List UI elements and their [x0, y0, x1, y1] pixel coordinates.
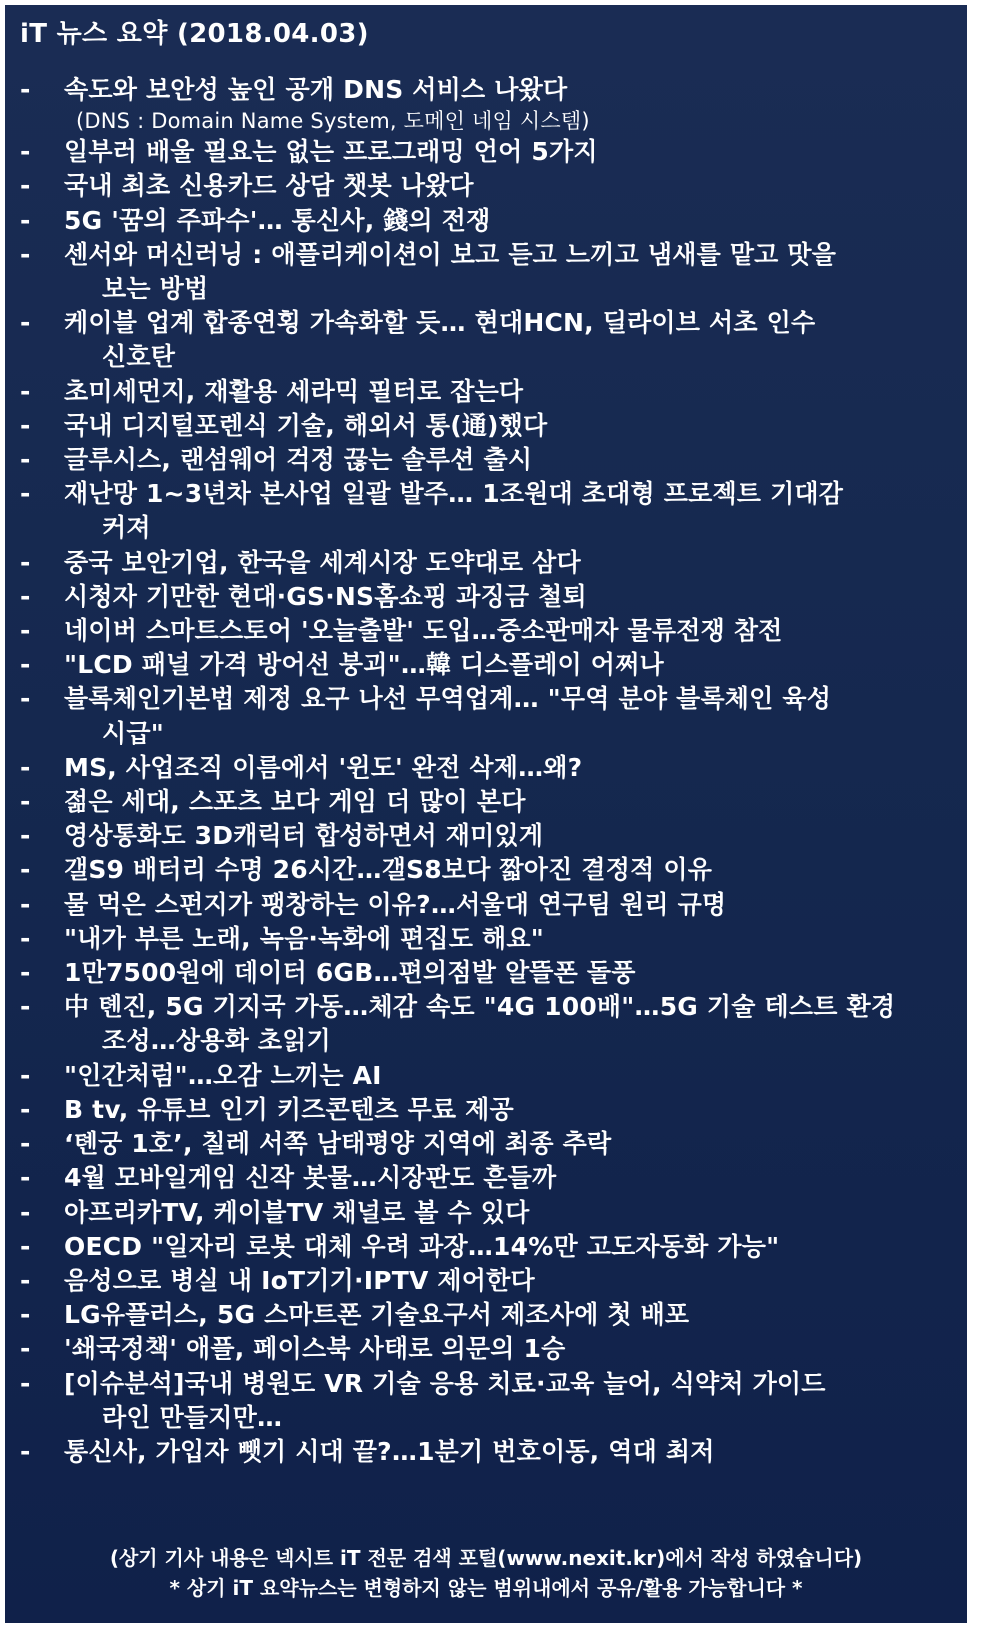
news-headline-continuation: 시급"	[102, 718, 164, 748]
bullet-dash: -	[20, 958, 31, 988]
bullet-dash: -	[20, 376, 31, 406]
news-headline: 갤S9 배터리 수명 26시간…갤S8보다 짧아진 결정적 이유	[64, 855, 713, 885]
news-headline: 4월 모바일게임 신작 봇물…시장판도 흔들까	[64, 1163, 557, 1193]
bullet-dash: -	[20, 821, 31, 851]
news-headline: 재난망 1~3년차 본사업 일괄 발주… 1조원대 초대형 프로젝트 기대감	[64, 479, 844, 509]
bullet-dash: -	[20, 1060, 31, 1090]
news-headline: '쇄국정책' 애플, 페이스북 사태로 의문의 1승	[64, 1334, 566, 1364]
bullet-dash: -	[20, 75, 31, 104]
news-headline: 네이버 스마트스토어 '오늘출발' 도입…중소판매자 물류전쟁 참전	[64, 616, 783, 646]
news-item	[20, 135, 949, 169]
bullet-dash: -	[20, 752, 31, 782]
news-item	[20, 888, 949, 922]
bullet-dash: -	[20, 1265, 31, 1295]
news-item	[20, 682, 949, 750]
news-headline: 5G '꿈의 주파수'… 통신사, 錢의 전쟁	[64, 205, 491, 235]
bullet-dash: -	[20, 616, 31, 646]
news-headline: 블록체인기본법 제정 요구 나선 무역업계… "무역 분야 블록체인 육성	[64, 684, 832, 714]
news-item	[20, 819, 949, 853]
news-headline: 시청자 기만한 현대·GS·NS홈쇼핑 과징금 철퇴	[64, 581, 587, 611]
news-headline: 젊은 세대, 스포츠 보다 게임 더 많이 본다	[64, 787, 526, 817]
news-headline: 중국 보안기업, 한국을 세계시장 도약대로 삼다	[64, 547, 581, 577]
news-item	[20, 1196, 949, 1230]
news-headline-continuation: 보는 방법	[102, 274, 209, 304]
news-headline: 케이블 업계 합종연횡 가속화할 듯… 현대HCN, 딜라이브 서초 인수	[64, 308, 816, 338]
news-headline: 글루시스, 랜섬웨어 걱정 끊는 솔루션 출시	[64, 445, 533, 475]
news-item	[20, 956, 949, 990]
bullet-dash: -	[20, 1436, 31, 1466]
bullet-dash: -	[20, 308, 31, 338]
news-headline: 음성으로 병실 내 IoT기기·IPTV 제어한다	[64, 1265, 535, 1295]
bullet-dash: -	[20, 787, 31, 817]
news-headline: 물 먹은 스펀지가 팽창하는 이유?…서울대 연구팀 원리 규명	[64, 889, 727, 919]
news-item	[20, 1059, 949, 1093]
news-item	[20, 990, 949, 1058]
news-headline-continuation: 라인 만들지만…	[102, 1402, 283, 1432]
bullet-dash: -	[20, 1300, 31, 1330]
news-item	[20, 1264, 949, 1298]
news-headline: "LCD 패널 가격 방어선 붕괴"…韓 디스플레이 어쩌나	[64, 650, 664, 680]
news-item	[20, 443, 949, 477]
news-item	[20, 238, 949, 306]
news-headline-continuation: 신호탄	[102, 342, 176, 372]
bullet-dash: -	[20, 1368, 31, 1398]
news-item	[20, 1435, 949, 1469]
bullet-dash: -	[20, 445, 31, 475]
news-headline: [이슈분석]국내 병원도 VR 기술 응용 치료·교육 늘어, 식약처 가이드	[64, 1368, 826, 1398]
bullet-dash: -	[20, 889, 31, 919]
bullet-dash: -	[20, 1094, 31, 1124]
news-item	[20, 1332, 949, 1366]
news-headline: LG유플러스, 5G 스마트폰 기술요구서 제조사에 첫 배포	[64, 1300, 690, 1330]
bullet-dash: -	[20, 239, 31, 269]
bullet-dash: -	[20, 650, 31, 680]
news-headline: 아프리카TV, 케이블TV 채널로 볼 수 있다	[64, 1197, 530, 1227]
bullet-dash: -	[20, 410, 31, 440]
bullet-dash: -	[20, 1334, 31, 1364]
news-headline: 센서와 머신러닝 : 애플리케이션이 보고 듣고 느끼고 냄새를 맡고 맛을	[64, 239, 837, 269]
footer-usage-note: * 상기 iT 요약뉴스는 변형하지 않는 범위내에서 공유/활용 가능합니다 *	[169, 1576, 803, 1600]
bullet-dash: -	[20, 992, 31, 1022]
news-item	[20, 922, 949, 956]
news-item	[20, 306, 949, 374]
news-item	[20, 614, 949, 648]
news-headline: 초미세먼지, 재활용 세라믹 필터로 잡는다	[64, 376, 524, 406]
news-headline: MS, 사업조직 이름에서 '윈도' 완전 삭제…왜?	[64, 752, 583, 782]
footer	[5, 1543, 967, 1603]
bullet-dash: -	[20, 547, 31, 577]
news-headline: B tv, 유튜브 인기 키즈콘텐츠 무료 제공	[64, 1094, 514, 1124]
bullet-dash: -	[20, 684, 31, 714]
news-headline-continuation: 커져	[102, 513, 151, 543]
news-headline: "내가 부른 노래, 녹음·녹화에 편집도 해요"	[64, 923, 544, 953]
news-item	[20, 1127, 949, 1161]
bullet-dash: -	[20, 1197, 31, 1227]
news-item	[20, 204, 949, 238]
news-item	[20, 409, 949, 443]
news-headline: 영상통화도 3D캐릭터 합성하면서 재미있게	[64, 821, 544, 851]
news-item	[20, 1093, 949, 1127]
bullet-dash: -	[20, 205, 31, 235]
news-item	[20, 169, 949, 203]
news-headline-continuation: 조성…상용화 초읽기	[102, 1026, 331, 1056]
news-item	[20, 477, 949, 545]
bullet-dash: -	[20, 1129, 31, 1159]
news-headline: 국내 최초 신용카드 상담 챗봇 나왔다	[64, 171, 474, 201]
footer-source-note: (상기 기사 내용은 넥시트 iT 전문 검색 포털(www.nexit.kr)에서 작성 하였습니다)	[109, 1546, 863, 1570]
news-item	[20, 1298, 949, 1332]
news-headline: 1만7500원에 데이터 6GB…편의점발 알뜰폰 돌풍	[64, 958, 636, 988]
news-headline: 국내 디지털포렌식 기술, 해외서 통(通)했다	[64, 410, 548, 440]
news-item	[20, 648, 949, 682]
news-item	[20, 580, 949, 614]
bullet-dash: -	[20, 581, 31, 611]
news-headline: 속도와 보안성 높인 공개 DNS 서비스 나왔다	[64, 75, 568, 104]
bullet-dash: -	[20, 137, 31, 167]
news-item	[20, 375, 949, 409]
news-summary-panel	[5, 5, 967, 1623]
news-item	[20, 73, 949, 135]
news-item	[20, 1367, 949, 1435]
bullet-dash: -	[20, 1163, 31, 1193]
news-headline: ‘톈궁 1호’, 칠레 서쪽 남태평양 지역에 최종 추락	[64, 1129, 612, 1159]
news-item	[20, 1230, 949, 1264]
bullet-dash: -	[20, 171, 31, 201]
news-item	[20, 853, 949, 887]
bullet-dash: -	[20, 1231, 31, 1261]
page-title: iT 뉴스 요약 (2018.04.03)	[20, 19, 369, 49]
news-item	[20, 1161, 949, 1195]
news-item	[20, 785, 949, 819]
news-item	[20, 546, 949, 580]
news-headline: "인간처럼"…오감 느끼는 AI	[64, 1060, 382, 1090]
news-headline: 통신사, 가입자 뺏기 시대 끝?…1분기 번호이동, 역대 최저	[64, 1436, 715, 1466]
news-note: (DNS : Domain Name System, 도메인 네임 시스템)	[76, 109, 590, 134]
news-headline: 中 톈진, 5G 기지국 가동…체감 속도 "4G 100배"…5G 기술 테스트 환경	[64, 992, 896, 1022]
news-list	[20, 73, 949, 1469]
news-headline: OECD "일자리 로봇 대체 우려 과장…14%만 고도자동화 가능"	[64, 1231, 780, 1261]
bullet-dash: -	[20, 855, 31, 885]
bullet-dash: -	[20, 479, 31, 509]
bullet-dash: -	[20, 923, 31, 953]
news-item	[20, 751, 949, 785]
news-headline: 일부러 배울 필요는 없는 프로그래밍 언어 5가지	[64, 137, 598, 167]
